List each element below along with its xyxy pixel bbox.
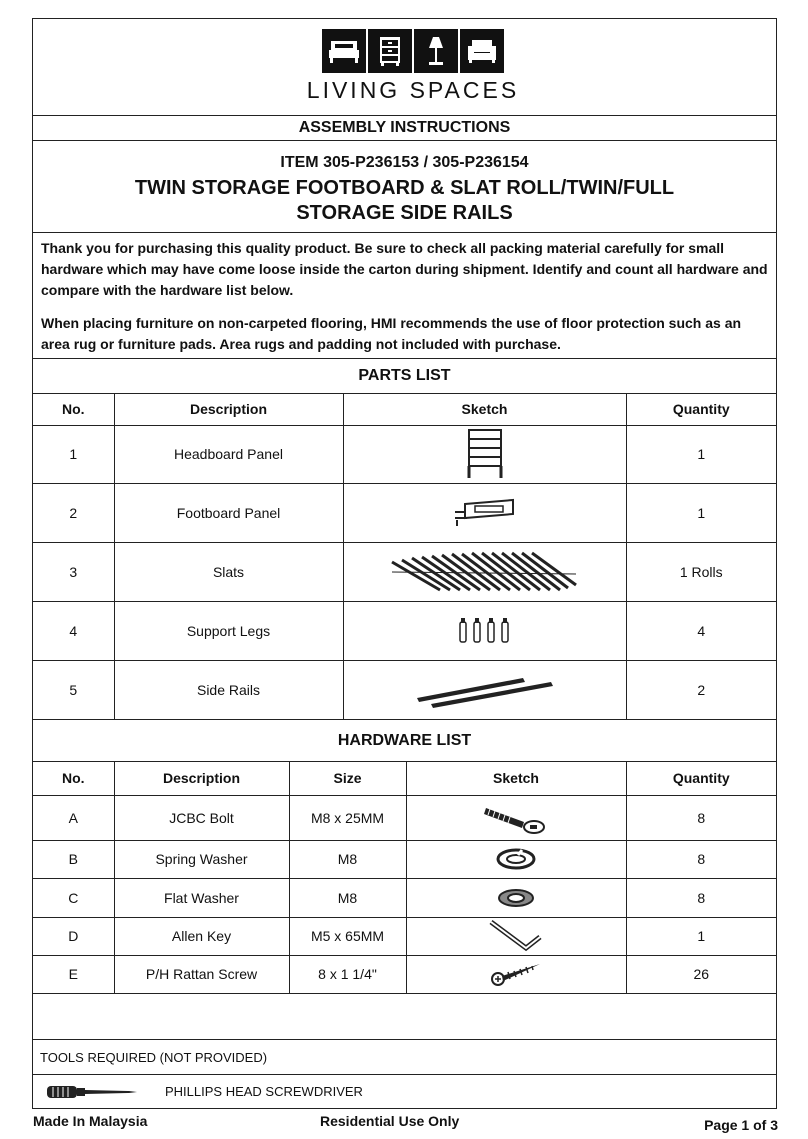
hardware-size: M5 x 65MM (289, 917, 406, 955)
nightstand-icon (368, 29, 412, 73)
part-no: 1 (33, 425, 114, 483)
page-number: Page 1 of 3 (704, 1117, 778, 1133)
part-sketch (343, 660, 626, 719)
hardware-description: Flat Washer (114, 878, 289, 917)
intro-paragraph-1: Thank you for purchasing this quality product. Be sure to check all packing material carefully for small hardware which may have come loose inside the carton during shipment. Identify and count all hardware and compare with the hardware list below. (41, 240, 768, 298)
hardware-size: M8 x 25MM (289, 795, 406, 840)
part-sketch (343, 425, 626, 483)
spring-washer-icon (494, 847, 538, 871)
parts-header-quantity: Quantity (626, 394, 776, 425)
parts-header-row (33, 394, 776, 425)
part-description: Headboard Panel (114, 425, 343, 483)
table-row (33, 601, 776, 660)
brand-name: LIVING SPACES (306, 77, 520, 103)
tools-title: TOOLS REQUIRED (NOT PROVIDED) (40, 1049, 268, 1065)
part-quantity: 1 Rolls (626, 542, 776, 601)
parts-table (33, 394, 776, 720)
part-description: Slats (114, 542, 343, 601)
item-heading (33, 141, 776, 233)
bolt-icon (484, 802, 548, 834)
hardware-no: E (33, 955, 114, 993)
parts-header-no: No. (33, 394, 114, 425)
allen-key-icon (488, 919, 544, 953)
table-row (33, 425, 776, 483)
intro-paragraph-2: When placing furniture on non-carpeted flooring, HMI recommends the use of floor protection such as an area rug or furniture pads. Area rugs and padding not included with purchase. (41, 315, 742, 352)
parts-list-title: PARTS LIST (358, 367, 451, 384)
living-spaces-logo (305, 29, 521, 109)
blank-row (33, 994, 776, 1040)
hardware-sketch (406, 840, 626, 878)
hardware-quantity: 8 (626, 840, 776, 878)
hardware-sketch (406, 955, 626, 993)
footer-usage: Residential Use Only (320, 1113, 460, 1129)
table-row (33, 795, 776, 840)
assembly-title-row (33, 116, 776, 141)
item-number: ITEM 305-P236153 / 305-P236154 (280, 154, 529, 171)
hardware-sketch (406, 795, 626, 840)
product-title-line2: STORAGE SIDE RAILS (296, 202, 513, 224)
parts-header-sketch: Sketch (343, 394, 626, 425)
footboard-icon (453, 498, 517, 528)
assembly-title: ASSEMBLY INSTRUCTIONS (298, 119, 511, 136)
hardware-description: JCBC Bolt (114, 795, 289, 840)
hardware-no: D (33, 917, 114, 955)
part-quantity: 1 (626, 425, 776, 483)
support-legs-icon (457, 616, 513, 646)
hardware-quantity: 1 (626, 917, 776, 955)
part-quantity: 2 (626, 660, 776, 719)
hardware-header-description: Description (114, 762, 289, 795)
logo-section (33, 19, 776, 116)
lamp-icon (414, 29, 458, 73)
armchair-icon (460, 29, 504, 73)
hardware-table (33, 762, 776, 994)
tools-title-row (33, 1040, 776, 1075)
tool-label: PHILLIPS HEAD SCREWDRIVER (165, 1084, 363, 1099)
part-description: Footboard Panel (114, 483, 343, 542)
hardware-header-quantity: Quantity (626, 762, 776, 795)
hardware-description: Allen Key (114, 917, 289, 955)
table-row (33, 917, 776, 955)
part-sketch (343, 601, 626, 660)
intro-text (33, 233, 776, 359)
hardware-size: 8 x 1 1/4" (289, 955, 406, 993)
table-row (33, 878, 776, 917)
table-row (33, 840, 776, 878)
parts-list-title-row (33, 359, 776, 394)
product-title-line1: TWIN STORAGE FOOTBOARD & SLAT ROLL/TWIN/FULL (134, 177, 675, 199)
part-sketch (343, 483, 626, 542)
hardware-list-title-row (33, 720, 776, 762)
part-quantity: 4 (626, 601, 776, 660)
hardware-sketch (406, 917, 626, 955)
part-no: 2 (33, 483, 114, 542)
hardware-no: A (33, 795, 114, 840)
hardware-header-size: Size (289, 762, 406, 795)
hardware-header-no: No. (33, 762, 114, 795)
flat-washer-icon (496, 887, 536, 909)
part-no: 4 (33, 601, 114, 660)
parts-header-description: Description (114, 394, 343, 425)
hardware-size: M8 (289, 840, 406, 878)
headboard-icon (465, 428, 505, 480)
part-description: Support Legs (114, 601, 343, 660)
bed-icon (322, 29, 366, 73)
part-no: 5 (33, 660, 114, 719)
hardware-description: Spring Washer (114, 840, 289, 878)
screwdriver-icon (45, 1082, 139, 1102)
footer-origin: Made In Malaysia (33, 1113, 148, 1129)
hardware-quantity: 26 (626, 955, 776, 993)
hardware-quantity: 8 (626, 878, 776, 917)
table-row (33, 955, 776, 993)
part-description: Side Rails (114, 660, 343, 719)
hardware-description: P/H Rattan Screw (114, 955, 289, 993)
hardware-list-title: HARDWARE LIST (337, 731, 472, 749)
part-sketch (343, 542, 626, 601)
hardware-quantity: 8 (626, 795, 776, 840)
side-rails-icon (415, 672, 555, 708)
hardware-no: C (33, 878, 114, 917)
hardware-size: M8 (289, 878, 406, 917)
slats-icon (390, 550, 580, 594)
hardware-no: B (33, 840, 114, 878)
hardware-sketch (406, 878, 626, 917)
document-frame (32, 18, 777, 1109)
table-row (33, 483, 776, 542)
part-no: 3 (33, 542, 114, 601)
part-quantity: 1 (626, 483, 776, 542)
tools-item-row (33, 1075, 776, 1108)
table-row (33, 542, 776, 601)
hardware-header-sketch: Sketch (406, 762, 626, 795)
hardware-header-row (33, 762, 776, 795)
screw-icon (490, 961, 542, 987)
table-row (33, 660, 776, 719)
